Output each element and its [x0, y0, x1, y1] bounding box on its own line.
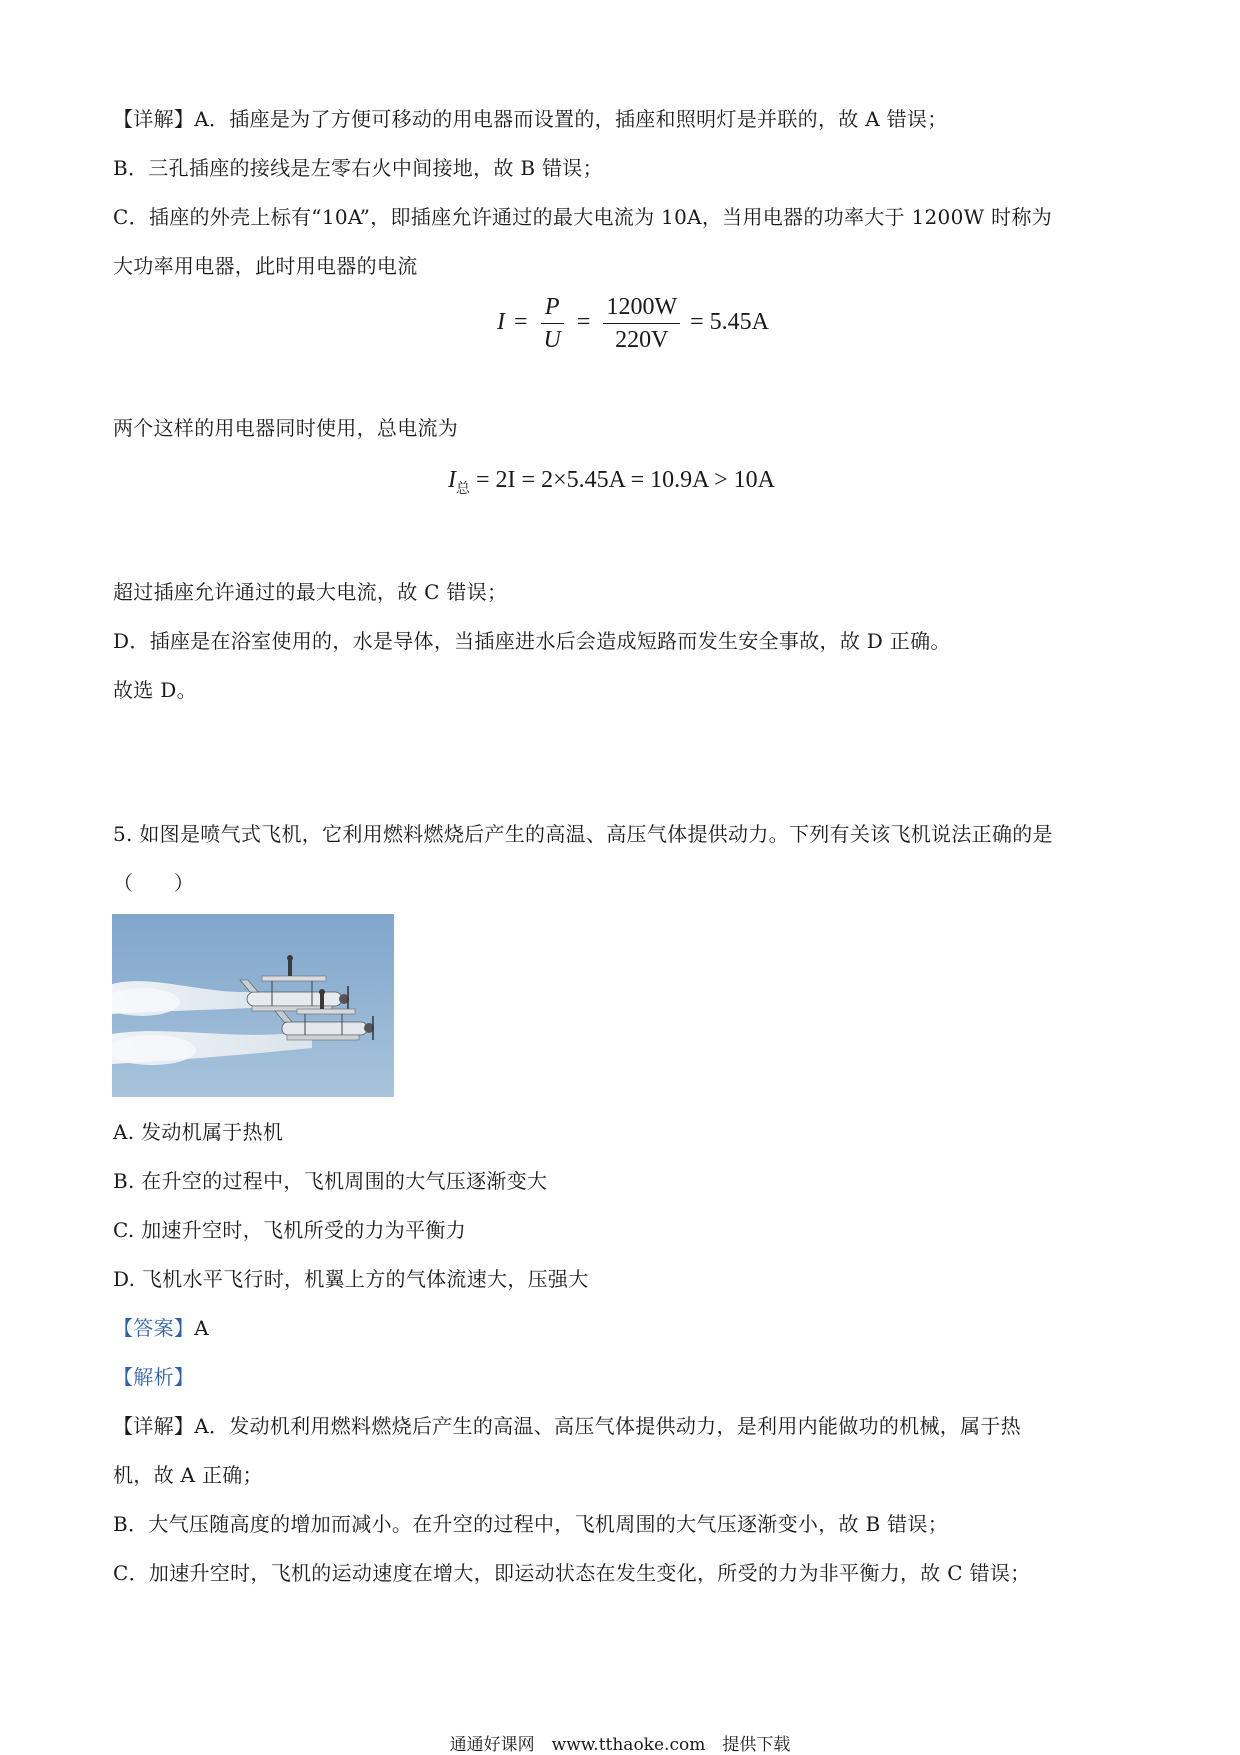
formula-num2: 1200W — [603, 292, 680, 324]
detail-tag: 【详解】 — [113, 107, 195, 131]
question5-blank: （ ） — [113, 871, 195, 895]
formula-lhs: I — [497, 309, 505, 336]
q5-detail-a1-text: A．发动机利用燃料燃烧后产生的高温、高压气体提供动力，是利用内能做功的机械，属于热 — [194, 1414, 1021, 1438]
fraction-values — [603, 292, 680, 355]
analysis-tag: 【解析】 — [113, 1365, 195, 1389]
option-a: A. 发动机属于热机 — [113, 1120, 284, 1144]
formula-den1: U — [543, 327, 561, 353]
formula-den2: 220V — [615, 327, 669, 353]
formula2-lhs: I — [448, 467, 456, 493]
formula-current: I = $\frac{P}{U}$ = $\frac{1200W}{220V}$ = 5.45A — [497, 294, 769, 353]
q5-detail-a2: 机，故 A 正确； — [113, 1463, 263, 1487]
detail-line-c2: 大功率用电器，此时用电器的电流 — [113, 254, 418, 278]
formula-total — [448, 467, 775, 498]
formula2-sub: 总 — [456, 482, 470, 497]
detail-line-d: D．插座是在浴室使用的，水是导体，当插座进水后会造成短路而发生安全事故，故 D 正确。 — [113, 629, 951, 653]
q5-detail-b: B．大气压随高度的增加而减小。在升空的过程中，飞机周围的大气压逐渐变小，故 B 错误； — [113, 1512, 949, 1536]
jet-plane-photo — [112, 914, 394, 1097]
total-current-line: 两个这样的用电器同时使用，总电流为 — [113, 416, 459, 440]
formula2-rhs: = 2I = 2×5.45A = 10.9A > 10A — [476, 467, 776, 493]
detail-line-a — [113, 105, 948, 133]
detail-line-c1: C．插座的外壳上标有“10A”，即插座允许通过的最大电流为 10A，当用电器的功率大于 1200W 时称为 — [113, 205, 1053, 229]
fraction-p-over-u — [541, 292, 564, 355]
formula-num1: P — [544, 294, 560, 320]
formula-result: = 5.45A — [690, 309, 769, 336]
q5-detail-c: C．加速升空时，飞机的运动速度在增大，即运动状态在发生变化，所受的力为非平衡力，故 C 错误； — [113, 1561, 1031, 1585]
exceed-line: 超过插座允许通过的最大电流，故 C 错误； — [113, 580, 508, 604]
detail-line-b: B．三孔插座的接线是左零右火中间接地，故 B 错误； — [113, 156, 603, 180]
choose-line: 故选 D。 — [113, 678, 197, 702]
answer-value: A — [194, 1316, 209, 1340]
option-d: D. 飞机水平飞行时，机翼上方的气体流速大，压强大 — [113, 1267, 589, 1291]
page-footer: 通通好课网 www.tthaoke.com 提供下载 — [449, 1735, 791, 1755]
question5-stem: 5. 如图是喷气式飞机，它利用燃料燃烧后产生的高温、高压气体提供动力。下列有关该飞机说法正确的是 — [113, 822, 1053, 846]
detail-a-text: A．插座是为了方便可移动的用电器而设置的，插座和照明灯是并联的，故 A 错误； — [194, 107, 948, 131]
option-c: C. 加速升空时，飞机所受的力为平衡力 — [113, 1218, 467, 1242]
answer-tag: 【答案】 — [113, 1316, 195, 1340]
q5-detail-a1 — [113, 1412, 1021, 1440]
answer-line — [113, 1314, 209, 1342]
analysis-line — [113, 1363, 194, 1391]
q5-detail-tag: 【详解】 — [113, 1414, 195, 1438]
option-b: B. 在升空的过程中，飞机周围的大气压逐渐变大 — [113, 1169, 548, 1193]
